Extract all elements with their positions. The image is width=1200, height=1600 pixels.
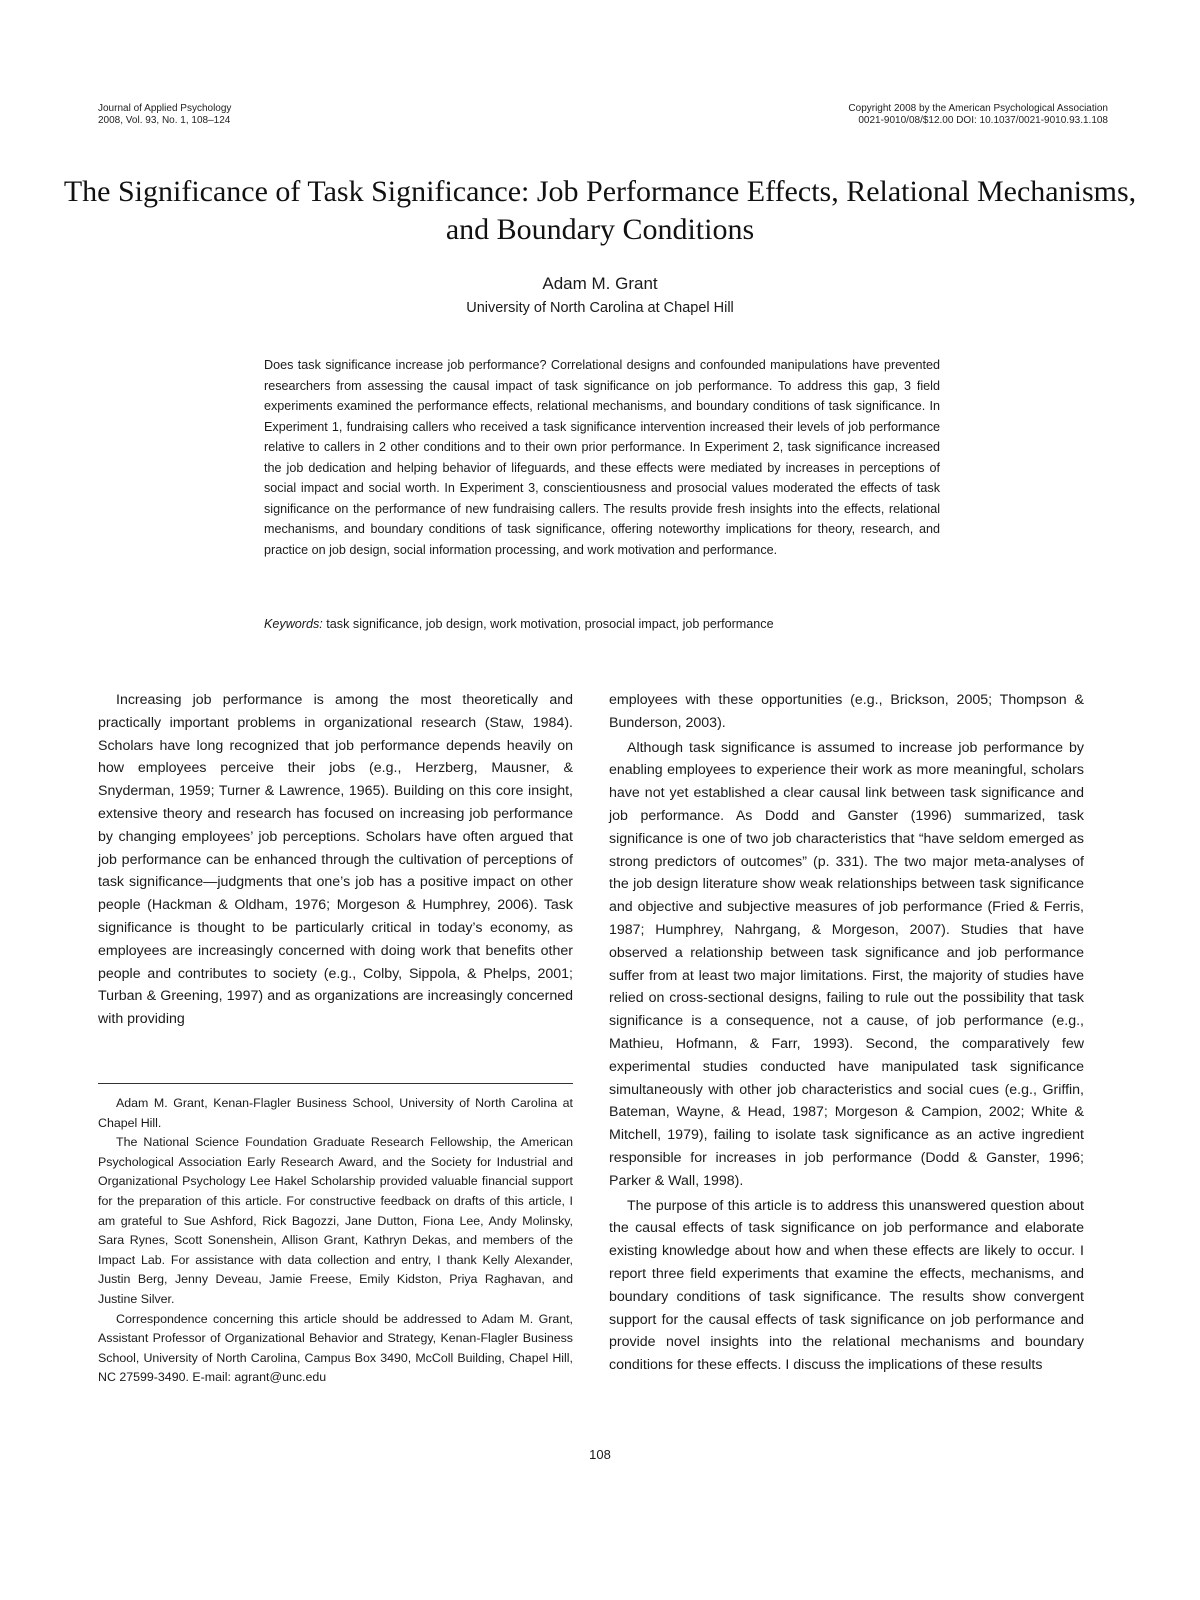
body-paragraph: employees with these opportunities (e.g., Brickson, 2005; Thompson & Bunderson, 2003).: [609, 692, 1084, 731]
body-paragraph: Although task significance is assumed to increase job performance by enabling employees to experience their work as more meaningful, scholars have not yet established a clear causal link between task significance and job performance. As Dodd and Ganster (1996) summarized, task significance is one of two job characteristics that “have seldom emerged as strong predictors of outcomes” (p. 331). The two major meta-analyses of the job design literature show weak relationships between task significance and objective and subjective measures of job performance (Fried & Ferris, 1987; Humphrey, Nahrgang, & Morgeson, 2007). Studies that have observed a relationship between task significance and job performance suffer from at least two major limitations. First, the majority of studies have relied on cross-sectional designs, failing to rule out the possibility that task significance is a consequence, not a cause, of job performance (e.g., Mathieu, Hofmann, & Farr, 1993). Second, the comparatively few experimental studies conducted have manipulated task significance simultaneously with other job characteristics and social cues (e.g., Griffin, Bateman, Wayne, & Head, 1987; Morgeson & Campion, 2002; White & Mitchell, 1979), failing to isolate task significance as an active ingredient responsible for increases in job performance (Dodd & Ganster, 1996; Parker & Wall, 1998).: [609, 739, 1084, 1189]
article-title: The Significance of Task Significance: Job Performance Effects, Relational Mechanisms, and Boundary Conditions: [63, 175, 1137, 246]
body-paragraph: Increasing job performance is among the most theoretically and practically important problems in organizational research (Staw, 1984). Scholars have long recognized that job performance depends heavily on how employees perceive their jobs (e.g., Herzberg, Mausner, & Snyderman, 1959; Turner & Lawrence, 1965). Building on this core insight, extensive theory and research has focused on increasing job performance by changing employees’ job perceptions. Scholars have often argued that job performance can be enhanced through the cultivation of perceptions of task significance—judgments that one’s job has a positive impact on other people (Hackman & Oldham, 1976; Morgeson & Humphrey, 2006). Task significance is thought to be particularly critical in today’s economy, as employees are increasingly concerned with doing work that benefits other people and contributes to society (e.g., Colby, Sippola, & Phelps, 2001; Turban & Greening, 1997) and as organizations are increasingly concerned with providing: [98, 692, 573, 1028]
footnote-funding-note: The National Science Foundation Graduate Research Fellowship, the American Psychological Association Early Research Award, and the Society for Industrial and Organizational Psychology Lee Hakel Scholarship provided valuable financial support for the preparation of this article. For constructive feedback on drafts of this article, I am grateful to Sue Ashford, Rick Bagozzi, Jane Dutton, Fiona Lee, Andy Molinsky, Sara Rynes, Scott Sonenshein, Allison Grant, Kathryn Dekas, and members of the Impact Lab. For assistance with data collection and entry, I thank Kelly Alexander, Justin Berg, Jenny Deveau, Jamie Freese, Emily Kidston, Priya Raghavan, and Justine Silver.: [98, 1135, 573, 1306]
footnote-author-note: Adam M. Grant, Kenan-Flagler Business School, University of North Carolina at Chapel Hill.: [98, 1096, 573, 1130]
footnote-divider: [98, 1083, 573, 1084]
author-affiliation: University of North Carolina at Chapel Hill: [466, 300, 734, 316]
footnote-correspondence-note: Correspondence concerning this article should be addressed to Adam M. Grant, Assistant Professor of Organizational Behavior and Strategy, Kenan-Flagler Business School, University of North Carolina, Campus Box 3490, McColl Building, Chapel Hill, NC 27599-3490. E-mail: agrant@unc.edu: [98, 1311, 573, 1385]
copyright-line: Copyright 2008 by the American Psychological Association: [848, 103, 1108, 114]
copyright-header: [848, 103, 1108, 127]
footnotes: [98, 1094, 573, 1388]
journal-issue: 2008, Vol. 93, No. 1, 108–124: [98, 115, 231, 126]
author-name: Adam M. Grant: [542, 274, 658, 293]
abstract: Does task significance increase job performance? Correlational designs and confounded manipulations have prevented researchers from assessing the causal impact of task significance on job performance. To address this gap, 3 field experiments examined the performance effects, relational mechanisms, and boundary conditions of task significance. In Experiment 1, fundraising callers who received a task significance intervention increased their levels of job performance relative to callers in 2 other conditions and to their own prior performance. In Experiment 2, task significance increased the job dedication and helping behavior of lifeguards, and these effects were mediated by increases in perceptions of social impact and social worth. In Experiment 3, conscientiousness and prosocial values moderated the effects of task significance on the performance of new fundraising callers. The results provide fresh insights into the effects, relational mechanisms, and boundary conditions of task significance, offering noteworthy implications for theory, research, and practice on job design, social information processing, and work motivation and performance.: [264, 358, 940, 557]
page-number: 108: [589, 1447, 611, 1462]
keywords-label: Keywords:: [264, 617, 323, 631]
journal-name: Journal of Applied Psychology: [98, 103, 232, 114]
right-column-body: [609, 689, 1084, 1377]
keywords-text: task significance, job design, work motivation, prosocial impact, job performance: [322, 617, 774, 631]
keywords: [264, 615, 940, 633]
doi-line: 0021-9010/08/$12.00 DOI: 10.1037/0021-9010.93.1.108: [858, 115, 1108, 126]
body-paragraph: The purpose of this article is to address this unanswered question about the causal effects of task significance on job performance and elaborate existing knowledge about how and when these effects are likely to occur. I report three field experiments that examine the effects, mechanisms, and boundary conditions of task significance. The results show convergent support for the causal effects of task significance on job performance and provide novel insights into the relational mechanisms and boundary conditions for these effects. I discuss the implications of these results: [609, 1197, 1084, 1374]
journal-header: [98, 103, 231, 127]
left-column-body: [98, 689, 573, 1031]
